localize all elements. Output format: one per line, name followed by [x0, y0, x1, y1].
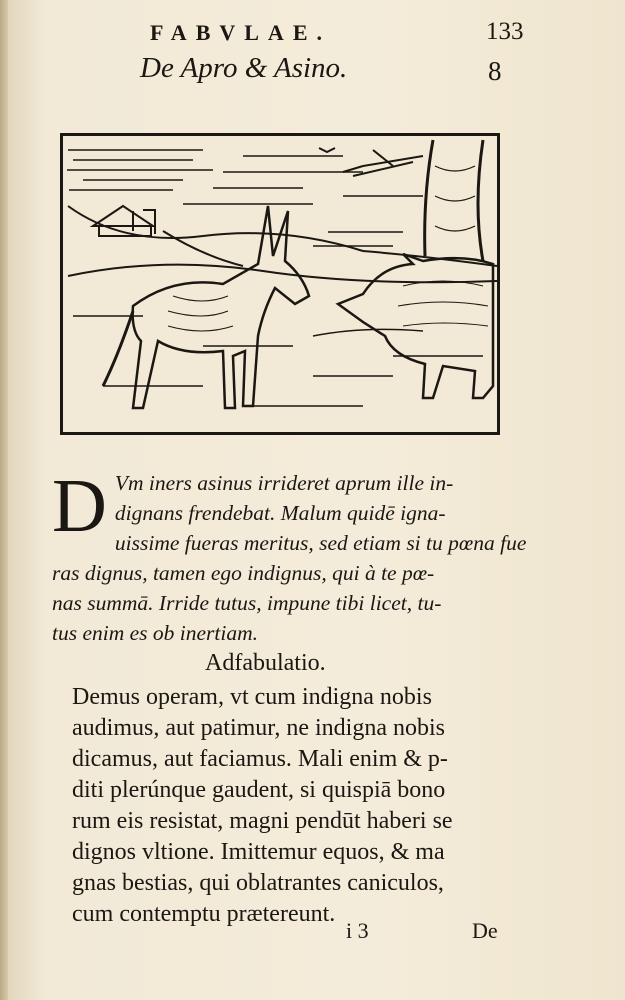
fable-line: uissime fueras meritus, sed etiam si tu pœna fue	[114, 531, 527, 555]
moral-line: cum contemptu prætereunt.	[72, 901, 336, 927]
moral-line: dignos vltione. Imittemur equos, & ma	[72, 839, 445, 865]
moral-text	[72, 682, 512, 930]
moral-line: gnas bestias, qui oblatrantes caniculos,	[72, 870, 444, 896]
moral-heading: Adfabulatio.	[205, 650, 326, 676]
fable-line: dignans frendebat. Malum quidē igna-	[114, 501, 446, 525]
moral-line: audimus, aut patimur, ne indigna nobis	[72, 715, 445, 741]
fable-line: nas summā. Irride tutus, impune tibi licet, tu-	[52, 591, 442, 615]
moral-line: dicamus, aut faciamus. Mali enim & p-	[72, 746, 448, 772]
moral-line: Demus operam, vt cum indigna nobis	[72, 684, 432, 710]
drop-cap: D	[52, 464, 107, 548]
fable-text	[52, 464, 527, 648]
page-number: 133	[486, 18, 524, 45]
catchword: De	[472, 918, 498, 943]
page-gutter	[0, 0, 8, 1000]
moral-line: rum eis resistat, magni pendūt haberi se	[72, 808, 453, 834]
fable-line: Vm iners asinus irrideret aprum ille in-	[114, 471, 454, 495]
woodcut-illustration	[60, 133, 500, 435]
running-title: FABVLAE.	[150, 20, 331, 45]
signature-mark: i 3	[346, 918, 369, 943]
woodcut-boar-and-ass-image	[63, 136, 497, 432]
fable-line: ras dignus, tamen ego indignus, qui à te pœ-	[52, 561, 435, 585]
fable-title: De Apro & Asino.	[140, 52, 348, 84]
fable-number: 8	[488, 56, 502, 86]
fable-line: tus enim es ob inertiam.	[52, 621, 259, 645]
moral-line: diti plerúnque gaudent, si quispiā bono	[72, 777, 446, 803]
